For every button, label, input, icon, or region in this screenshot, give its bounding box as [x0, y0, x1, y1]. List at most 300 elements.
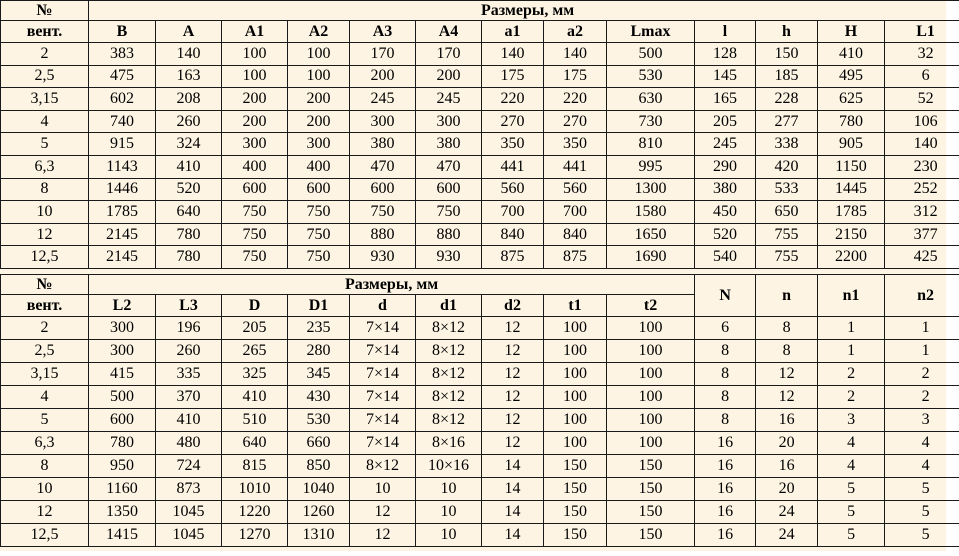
- table-row: [1, 155, 959, 178]
- table-cell: 540: [695, 246, 756, 269]
- table-row: [1, 455, 959, 478]
- table-cell: 630: [607, 88, 695, 111]
- table-cell: 1143: [89, 155, 156, 178]
- table-cell: 52: [885, 88, 959, 111]
- table-cell: 280: [288, 340, 350, 363]
- table-cell: 100: [607, 317, 695, 340]
- table-row: [1, 133, 959, 156]
- table-cell: 12: [482, 340, 544, 363]
- table-cell: 930: [416, 246, 482, 269]
- table-cell: 750: [222, 223, 288, 246]
- column-header: A: [156, 21, 222, 43]
- table-cell: 100: [544, 340, 607, 363]
- table-cell: 400: [288, 155, 350, 178]
- table-cell: 350: [482, 133, 544, 156]
- table-cell: 480: [156, 432, 222, 455]
- table-cell: 995: [607, 155, 695, 178]
- table-cell: 16: [756, 409, 818, 432]
- column-header: a1: [482, 21, 544, 43]
- table-row: [1, 363, 959, 386]
- table-cell: 510: [222, 409, 288, 432]
- table-cell: 840: [544, 223, 607, 246]
- column-header: B: [89, 21, 156, 43]
- table-cell: 430: [288, 386, 350, 409]
- table-cell: 8×16: [416, 432, 482, 455]
- table-cell: 625: [818, 88, 885, 111]
- table-cell: 415: [89, 363, 156, 386]
- table-cell: 873: [156, 478, 222, 501]
- table-cell: 4: [1, 386, 89, 409]
- table-cell: 16: [695, 455, 756, 478]
- table-row: [1, 110, 959, 133]
- table-cell: 600: [222, 178, 288, 201]
- table-row: [1, 340, 959, 363]
- table-cell: 16: [695, 501, 756, 524]
- table-cell: 905: [818, 133, 885, 156]
- table-cell: 915: [89, 133, 156, 156]
- table-cell: 410: [818, 43, 885, 66]
- table-cell: 10: [1, 478, 89, 501]
- table-cell: 533: [756, 178, 818, 201]
- table-cell: 12: [350, 501, 416, 524]
- table-cell: 370: [156, 386, 222, 409]
- table-cell: 560: [482, 178, 544, 201]
- table-cell: 8×12: [416, 409, 482, 432]
- table-cell: 1650: [607, 223, 695, 246]
- table-cell: 420: [756, 155, 818, 178]
- table-cell: 14: [482, 455, 544, 478]
- table-cell: 12: [482, 386, 544, 409]
- table-cell: 8: [1, 178, 89, 201]
- table-cell: 8×12: [350, 455, 416, 478]
- table-cell: 1785: [89, 201, 156, 224]
- table-cell: 235: [288, 317, 350, 340]
- table-cell: 10: [416, 501, 482, 524]
- column-header: L3: [156, 295, 222, 317]
- table-cell: 600: [416, 178, 482, 201]
- table-cell: 165: [695, 88, 756, 111]
- table-cell: 20: [756, 432, 818, 455]
- table-cell: 780: [156, 246, 222, 269]
- table-cell: 100: [607, 363, 695, 386]
- table-cell: 7×14: [350, 363, 416, 386]
- column-header: A3: [350, 21, 416, 43]
- table-row: [1, 432, 959, 455]
- table-cell: 1415: [89, 524, 156, 547]
- table-cell: 450: [695, 201, 756, 224]
- table-cell: 470: [416, 155, 482, 178]
- table-cell: 500: [607, 43, 695, 66]
- table-cell: 300: [89, 317, 156, 340]
- table-cell: 600: [89, 409, 156, 432]
- table-cell: 2145: [89, 246, 156, 269]
- table-cell: 520: [156, 178, 222, 201]
- table-cell: 270: [482, 110, 544, 133]
- table-cell: 200: [222, 110, 288, 133]
- table-cell: 150: [607, 478, 695, 501]
- column-header: n: [756, 275, 818, 317]
- table-cell: 325: [222, 363, 288, 386]
- table-cell: 7×14: [350, 340, 416, 363]
- table-cell: 5: [818, 524, 885, 547]
- table-cell: 100: [544, 409, 607, 432]
- table-cell: 245: [416, 88, 482, 111]
- table-cell: 100: [607, 340, 695, 363]
- table-cell: 140: [156, 43, 222, 66]
- table-cell: 750: [222, 246, 288, 269]
- table-cell: 750: [350, 201, 416, 224]
- column-header: n1: [818, 275, 885, 317]
- table-cell: 780: [156, 223, 222, 246]
- table-cell: 441: [482, 155, 544, 178]
- column-header: D: [222, 295, 288, 317]
- table-cell: 7×14: [350, 317, 416, 340]
- table-cell: 750: [288, 223, 350, 246]
- table-cell: 880: [416, 223, 482, 246]
- table-cell: 100: [544, 363, 607, 386]
- table-cell: 150: [607, 455, 695, 478]
- table-cell: 750: [416, 201, 482, 224]
- table-cell: 602: [89, 88, 156, 111]
- table-cell: 560: [544, 178, 607, 201]
- table-cell: 150: [544, 478, 607, 501]
- table-cell: 2200: [818, 246, 885, 269]
- table-cell: 245: [350, 88, 416, 111]
- table-cell: 200: [416, 65, 482, 88]
- table-cell: 8: [695, 409, 756, 432]
- table-cell: 815: [222, 455, 288, 478]
- table-cell: 750: [288, 201, 350, 224]
- table-cell: 175: [544, 65, 607, 88]
- table-cell: 380: [350, 133, 416, 156]
- table-cell: 2: [1, 43, 89, 66]
- table-cell: 7×14: [350, 386, 416, 409]
- table-cell: 377: [885, 223, 959, 246]
- table-cell: 1445: [818, 178, 885, 201]
- table-cell: 780: [89, 432, 156, 455]
- table-cell: 425: [885, 246, 959, 269]
- table-cell: 1: [818, 340, 885, 363]
- table-cell: 200: [288, 110, 350, 133]
- table-cell: 12: [756, 363, 818, 386]
- table-cell: 100: [222, 65, 288, 88]
- table-cell: 220: [544, 88, 607, 111]
- dimensions-table-1: [0, 0, 959, 269]
- table-row: [1, 201, 959, 224]
- table-cell: 252: [885, 178, 959, 201]
- table-cell: 260: [156, 340, 222, 363]
- table-cell: 12: [482, 317, 544, 340]
- table-cell: 300: [222, 133, 288, 156]
- table-cell: 200: [222, 88, 288, 111]
- table-cell: 750: [288, 246, 350, 269]
- column-header: d2: [482, 295, 544, 317]
- table-cell: 495: [818, 65, 885, 88]
- table-cell: 1040: [288, 478, 350, 501]
- table-cell: 4: [818, 455, 885, 478]
- table-cell: 350: [544, 133, 607, 156]
- table-cell: 410: [222, 386, 288, 409]
- table-cell: 100: [544, 317, 607, 340]
- table-row: [1, 88, 959, 111]
- table-cell: 8: [695, 340, 756, 363]
- table-cell: 8: [695, 363, 756, 386]
- column-header: n2: [885, 275, 959, 317]
- table-cell: 740: [89, 110, 156, 133]
- table-cell: 245: [695, 133, 756, 156]
- table-cell: 140: [544, 43, 607, 66]
- table-cell: 5: [818, 478, 885, 501]
- table-cell: 600: [350, 178, 416, 201]
- table-cell: 500: [89, 386, 156, 409]
- table-cell: 300: [350, 110, 416, 133]
- table-cell: 470: [350, 155, 416, 178]
- table-cell: 100: [607, 409, 695, 432]
- table-cell: 14: [482, 478, 544, 501]
- table-cell: 1045: [156, 501, 222, 524]
- table-cell: 290: [695, 155, 756, 178]
- table-cell: 700: [544, 201, 607, 224]
- table-row: [1, 386, 959, 409]
- table-cell: 12: [482, 409, 544, 432]
- table-cell: 3: [818, 409, 885, 432]
- table-cell: 277: [756, 110, 818, 133]
- table-cell: 2: [818, 363, 885, 386]
- table-cell: 530: [288, 409, 350, 432]
- table-cell: 20: [756, 478, 818, 501]
- table-cell: 1220: [222, 501, 288, 524]
- table-cell: 150: [544, 501, 607, 524]
- table-cell: 128: [695, 43, 756, 66]
- table-cell: 3,15: [1, 88, 89, 111]
- column-header: H: [818, 21, 885, 43]
- table-cell: 1045: [156, 524, 222, 547]
- table-cell: 1310: [288, 524, 350, 547]
- table-cell: 700: [482, 201, 544, 224]
- column-header: t1: [544, 295, 607, 317]
- table-cell: 312: [885, 201, 959, 224]
- table-cell: 6: [885, 65, 959, 88]
- table-cell: 8×12: [416, 317, 482, 340]
- table-cell: 150: [544, 524, 607, 547]
- table-cell: 8×12: [416, 340, 482, 363]
- table-row: [1, 223, 959, 246]
- table-cell: 140: [885, 133, 959, 156]
- table-cell: 640: [156, 201, 222, 224]
- dimensions-table-2: [0, 274, 959, 547]
- table-cell: 163: [156, 65, 222, 88]
- table-cell: 1: [885, 340, 959, 363]
- table-cell: 10: [1, 201, 89, 224]
- table-cell: 150: [607, 501, 695, 524]
- table-row: [1, 43, 959, 66]
- table-cell: 7×14: [350, 409, 416, 432]
- table-cell: 10: [416, 478, 482, 501]
- table-cell: 185: [756, 65, 818, 88]
- table-cell: 640: [222, 432, 288, 455]
- table-cell: 2: [818, 386, 885, 409]
- table-cell: 230: [885, 155, 959, 178]
- table-cell: 300: [89, 340, 156, 363]
- table-cell: 1785: [818, 201, 885, 224]
- table-cell: 6,3: [1, 155, 89, 178]
- table-cell: 380: [416, 133, 482, 156]
- table-cell: 260: [156, 110, 222, 133]
- table-cell: 1010: [222, 478, 288, 501]
- table-cell: 750: [222, 201, 288, 224]
- table-cell: 5: [885, 501, 959, 524]
- table-cell: 400: [222, 155, 288, 178]
- table-cell: 2: [885, 386, 959, 409]
- table-cell: 338: [756, 133, 818, 156]
- table-cell: 810: [607, 133, 695, 156]
- table-cell: 32: [885, 43, 959, 66]
- dimensions-group-header: Размеры, мм: [89, 1, 959, 21]
- table-cell: 170: [416, 43, 482, 66]
- column-header: a2: [544, 21, 607, 43]
- table-cell: 100: [544, 386, 607, 409]
- table-cell: 5: [818, 501, 885, 524]
- table-cell: 200: [350, 65, 416, 88]
- table-cell: 2145: [89, 223, 156, 246]
- table-cell: 12: [1, 501, 89, 524]
- table-cell: 100: [607, 432, 695, 455]
- fan-number-header-2: вент.: [1, 295, 89, 317]
- column-header: L1: [885, 21, 959, 43]
- table-cell: 324: [156, 133, 222, 156]
- table-cell: 1160: [89, 478, 156, 501]
- table-cell: 16: [695, 478, 756, 501]
- table-cell: 7×14: [350, 432, 416, 455]
- table-cell: 12: [482, 432, 544, 455]
- table-cell: 880: [350, 223, 416, 246]
- table-cell: 24: [756, 501, 818, 524]
- table-row: [1, 246, 959, 269]
- column-header: A4: [416, 21, 482, 43]
- table-row: [1, 409, 959, 432]
- table-cell: 475: [89, 65, 156, 88]
- table-cell: 8: [756, 340, 818, 363]
- table-cell: 12: [756, 386, 818, 409]
- table-cell: 1150: [818, 155, 885, 178]
- column-header: d: [350, 295, 416, 317]
- table-cell: 2,5: [1, 340, 89, 363]
- dimensions-group-header: Размеры, мм: [89, 275, 695, 295]
- table-cell: 2: [885, 363, 959, 386]
- table-cell: 300: [416, 110, 482, 133]
- table-cell: 8×12: [416, 386, 482, 409]
- table-cell: 16: [695, 432, 756, 455]
- table-cell: 441: [544, 155, 607, 178]
- column-header: D1: [288, 295, 350, 317]
- table-cell: 100: [222, 43, 288, 66]
- table-cell: 205: [695, 110, 756, 133]
- table-cell: 1270: [222, 524, 288, 547]
- table-row: [1, 478, 959, 501]
- table-cell: 600: [288, 178, 350, 201]
- table-cell: 10×16: [416, 455, 482, 478]
- table-cell: 5: [885, 478, 959, 501]
- table-cell: 4: [885, 455, 959, 478]
- table-cell: 1300: [607, 178, 695, 201]
- table-cell: 265: [222, 340, 288, 363]
- fan-number-header-1: №: [1, 275, 89, 295]
- table-cell: 14: [482, 524, 544, 547]
- table-cell: 755: [756, 223, 818, 246]
- column-header: d1: [416, 295, 482, 317]
- table-cell: 10: [350, 478, 416, 501]
- table-cell: 8: [695, 386, 756, 409]
- table-cell: 1: [818, 317, 885, 340]
- table-cell: 3: [885, 409, 959, 432]
- table-cell: 100: [607, 386, 695, 409]
- fan-number-header-1: №: [1, 1, 89, 21]
- table-row: [1, 65, 959, 88]
- table-cell: 930: [350, 246, 416, 269]
- table-cell: 12: [350, 524, 416, 547]
- table-cell: 16: [756, 455, 818, 478]
- table-cell: 12: [482, 363, 544, 386]
- column-header: A1: [222, 21, 288, 43]
- table-cell: 5: [1, 409, 89, 432]
- table-cell: 780: [818, 110, 885, 133]
- table-cell: 335: [156, 363, 222, 386]
- table-cell: 8: [1, 455, 89, 478]
- table-cell: 12,5: [1, 524, 89, 547]
- table-cell: 530: [607, 65, 695, 88]
- table-cell: 2: [1, 317, 89, 340]
- table-cell: 205: [222, 317, 288, 340]
- table-cell: 4: [1, 110, 89, 133]
- table-cell: 410: [156, 155, 222, 178]
- table-cell: 4: [885, 432, 959, 455]
- table-cell: 100: [288, 43, 350, 66]
- table-cell: 200: [288, 88, 350, 111]
- column-header: L2: [89, 295, 156, 317]
- table-cell: 14: [482, 501, 544, 524]
- table-cell: 3,15: [1, 363, 89, 386]
- table-cell: 196: [156, 317, 222, 340]
- table-row: [1, 178, 959, 201]
- table-cell: 345: [288, 363, 350, 386]
- table-cell: 380: [695, 178, 756, 201]
- table-cell: 650: [756, 201, 818, 224]
- table-cell: 300: [288, 133, 350, 156]
- table-cell: 175: [482, 65, 544, 88]
- table-cell: 150: [756, 43, 818, 66]
- table-cell: 10: [416, 524, 482, 547]
- table-cell: 1580: [607, 201, 695, 224]
- table-cell: 755: [756, 246, 818, 269]
- table-cell: 383: [89, 43, 156, 66]
- column-header: N: [695, 275, 756, 317]
- table-row: [1, 501, 959, 524]
- table-cell: 12: [1, 223, 89, 246]
- table-cell: 410: [156, 409, 222, 432]
- table-cell: 875: [544, 246, 607, 269]
- table-cell: 100: [544, 432, 607, 455]
- table-row: [1, 524, 959, 547]
- table-cell: 850: [288, 455, 350, 478]
- column-header: l: [695, 21, 756, 43]
- table-cell: 1350: [89, 501, 156, 524]
- table-cell: 228: [756, 88, 818, 111]
- table-cell: 150: [607, 524, 695, 547]
- table-cell: 520: [695, 223, 756, 246]
- table-cell: 150: [544, 455, 607, 478]
- table-cell: 145: [695, 65, 756, 88]
- table-cell: 950: [89, 455, 156, 478]
